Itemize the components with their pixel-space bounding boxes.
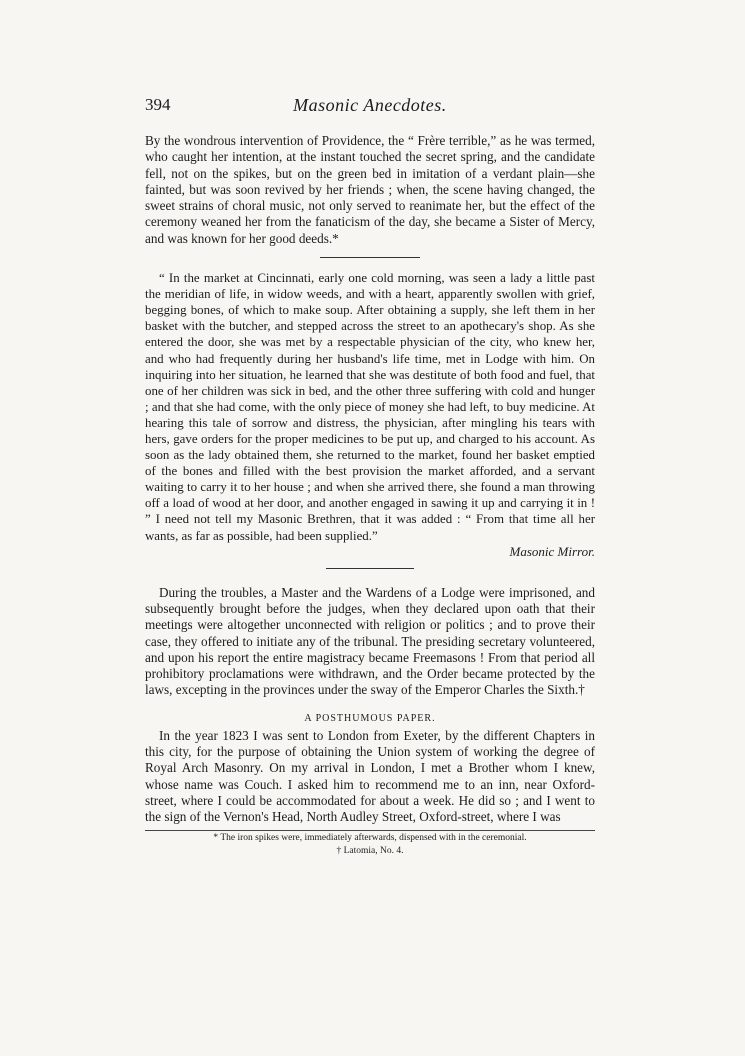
footnote-divider bbox=[145, 830, 595, 831]
section-heading: A POSTHUMOUS PAPER. bbox=[304, 712, 436, 724]
section-divider bbox=[320, 257, 420, 258]
posthumous-paragraph: In the year 1823 I was sent to London from Exeter, by the different Chapters in this city, for the purpose of obtaining the Union system of working the degree of Royal Arch Masonry. On my arrival in London, I met a Brother whom I knew, whose name was Couch. I asked him to recommend me to an inn, near Oxford-street, where I could be accommodated for about a week. He did so ; and I went to the sign of the Vernon's Head, North Audley Street, Oxford-street, where I was bbox=[145, 727, 595, 825]
market-story-paragraph: “ In the market at Cincinnati, early one cold morning, was seen a lady a little past the meridian of life, in widow weeds, and with a heart, apparently swollen with grief, begging bones, of which to make soup. After obtaining a supply, she left them in her basket with the butcher, and stepped across the street to an apothecary's shop. As she entered the door, she was met by a respectable physician of the city, who knew her, and who had frequently during her husband's life time, met in Lodge with him. On inquiring into her situation, he learned that she was destitute of both food and fuel, that one of her children was sick in bed, and the other three suffering with cold and hunger ; and that she had come, with the only piece of money she had left, to buy medicine. At hearing this tale of sorrow and distress, the physician, after mingling his tears with hers, gave orders for the proper medicines to be put up, and charged to his account. As soon as the lady obtained them, she returned to the market, found her basket emptied of the bones and filled with the best provision the market afforded, and a servant waiting to carry it to her house ; and when she arrived there, she found a man throwing off a load of wood at her door, and another engaged in sawing it up and carrying it in ! ” I need not tell my Masonic Brethren, that it was added : “ From that time all her wants, as far as possible, had been supplied.” bbox=[145, 271, 595, 543]
running-title: Masonic Anecdotes. bbox=[293, 95, 447, 115]
troubles-paragraph: During the troubles, a Master and the Wardens of a Lodge were imprisoned, and subsequently brought before the judges, when they declared upon oath that their meetings were altogether unconnected with religion or politics ; and to prove their case, they offered to initiate any of the tribunal. The presiding secretary volunteered, and upon his report the entire magistracy became Freemasons ! From that period all prohibitory proclamations were withdrawn, and the Order became protected by the laws, excepting in the provinces under the sway of the Emperor Charles the Sixth.† bbox=[145, 584, 595, 698]
page-number: 394 bbox=[145, 95, 171, 114]
quote-attribution: Masonic Mirror. bbox=[509, 543, 595, 559]
opening-paragraph: By the wondrous intervention of Providence, the “ Frère terrible,” as he was termed, who caught her intention, at the instant touched the secret spring, and the candidate fell, not on the spikes, but on the green bed in imitation of a verdant plain—she fainted, but was soon revived by her friends ; when, the scene having changed, the sweet strains of choral music, not only served to reanimate her, but the effect of the ceremony weaned her from the fanaticism of the day, she became a Sister of Mercy, and was known for her good deeds.* bbox=[145, 133, 595, 246]
footnote-dagger: † Latomia, No. 4. bbox=[336, 845, 404, 856]
section-divider bbox=[326, 568, 414, 569]
footnote-star: * The iron spikes were, immediately afterwards, dispensed with in the ceremonial. bbox=[213, 832, 527, 843]
book-page bbox=[145, 95, 595, 857]
page-header bbox=[145, 95, 595, 119]
